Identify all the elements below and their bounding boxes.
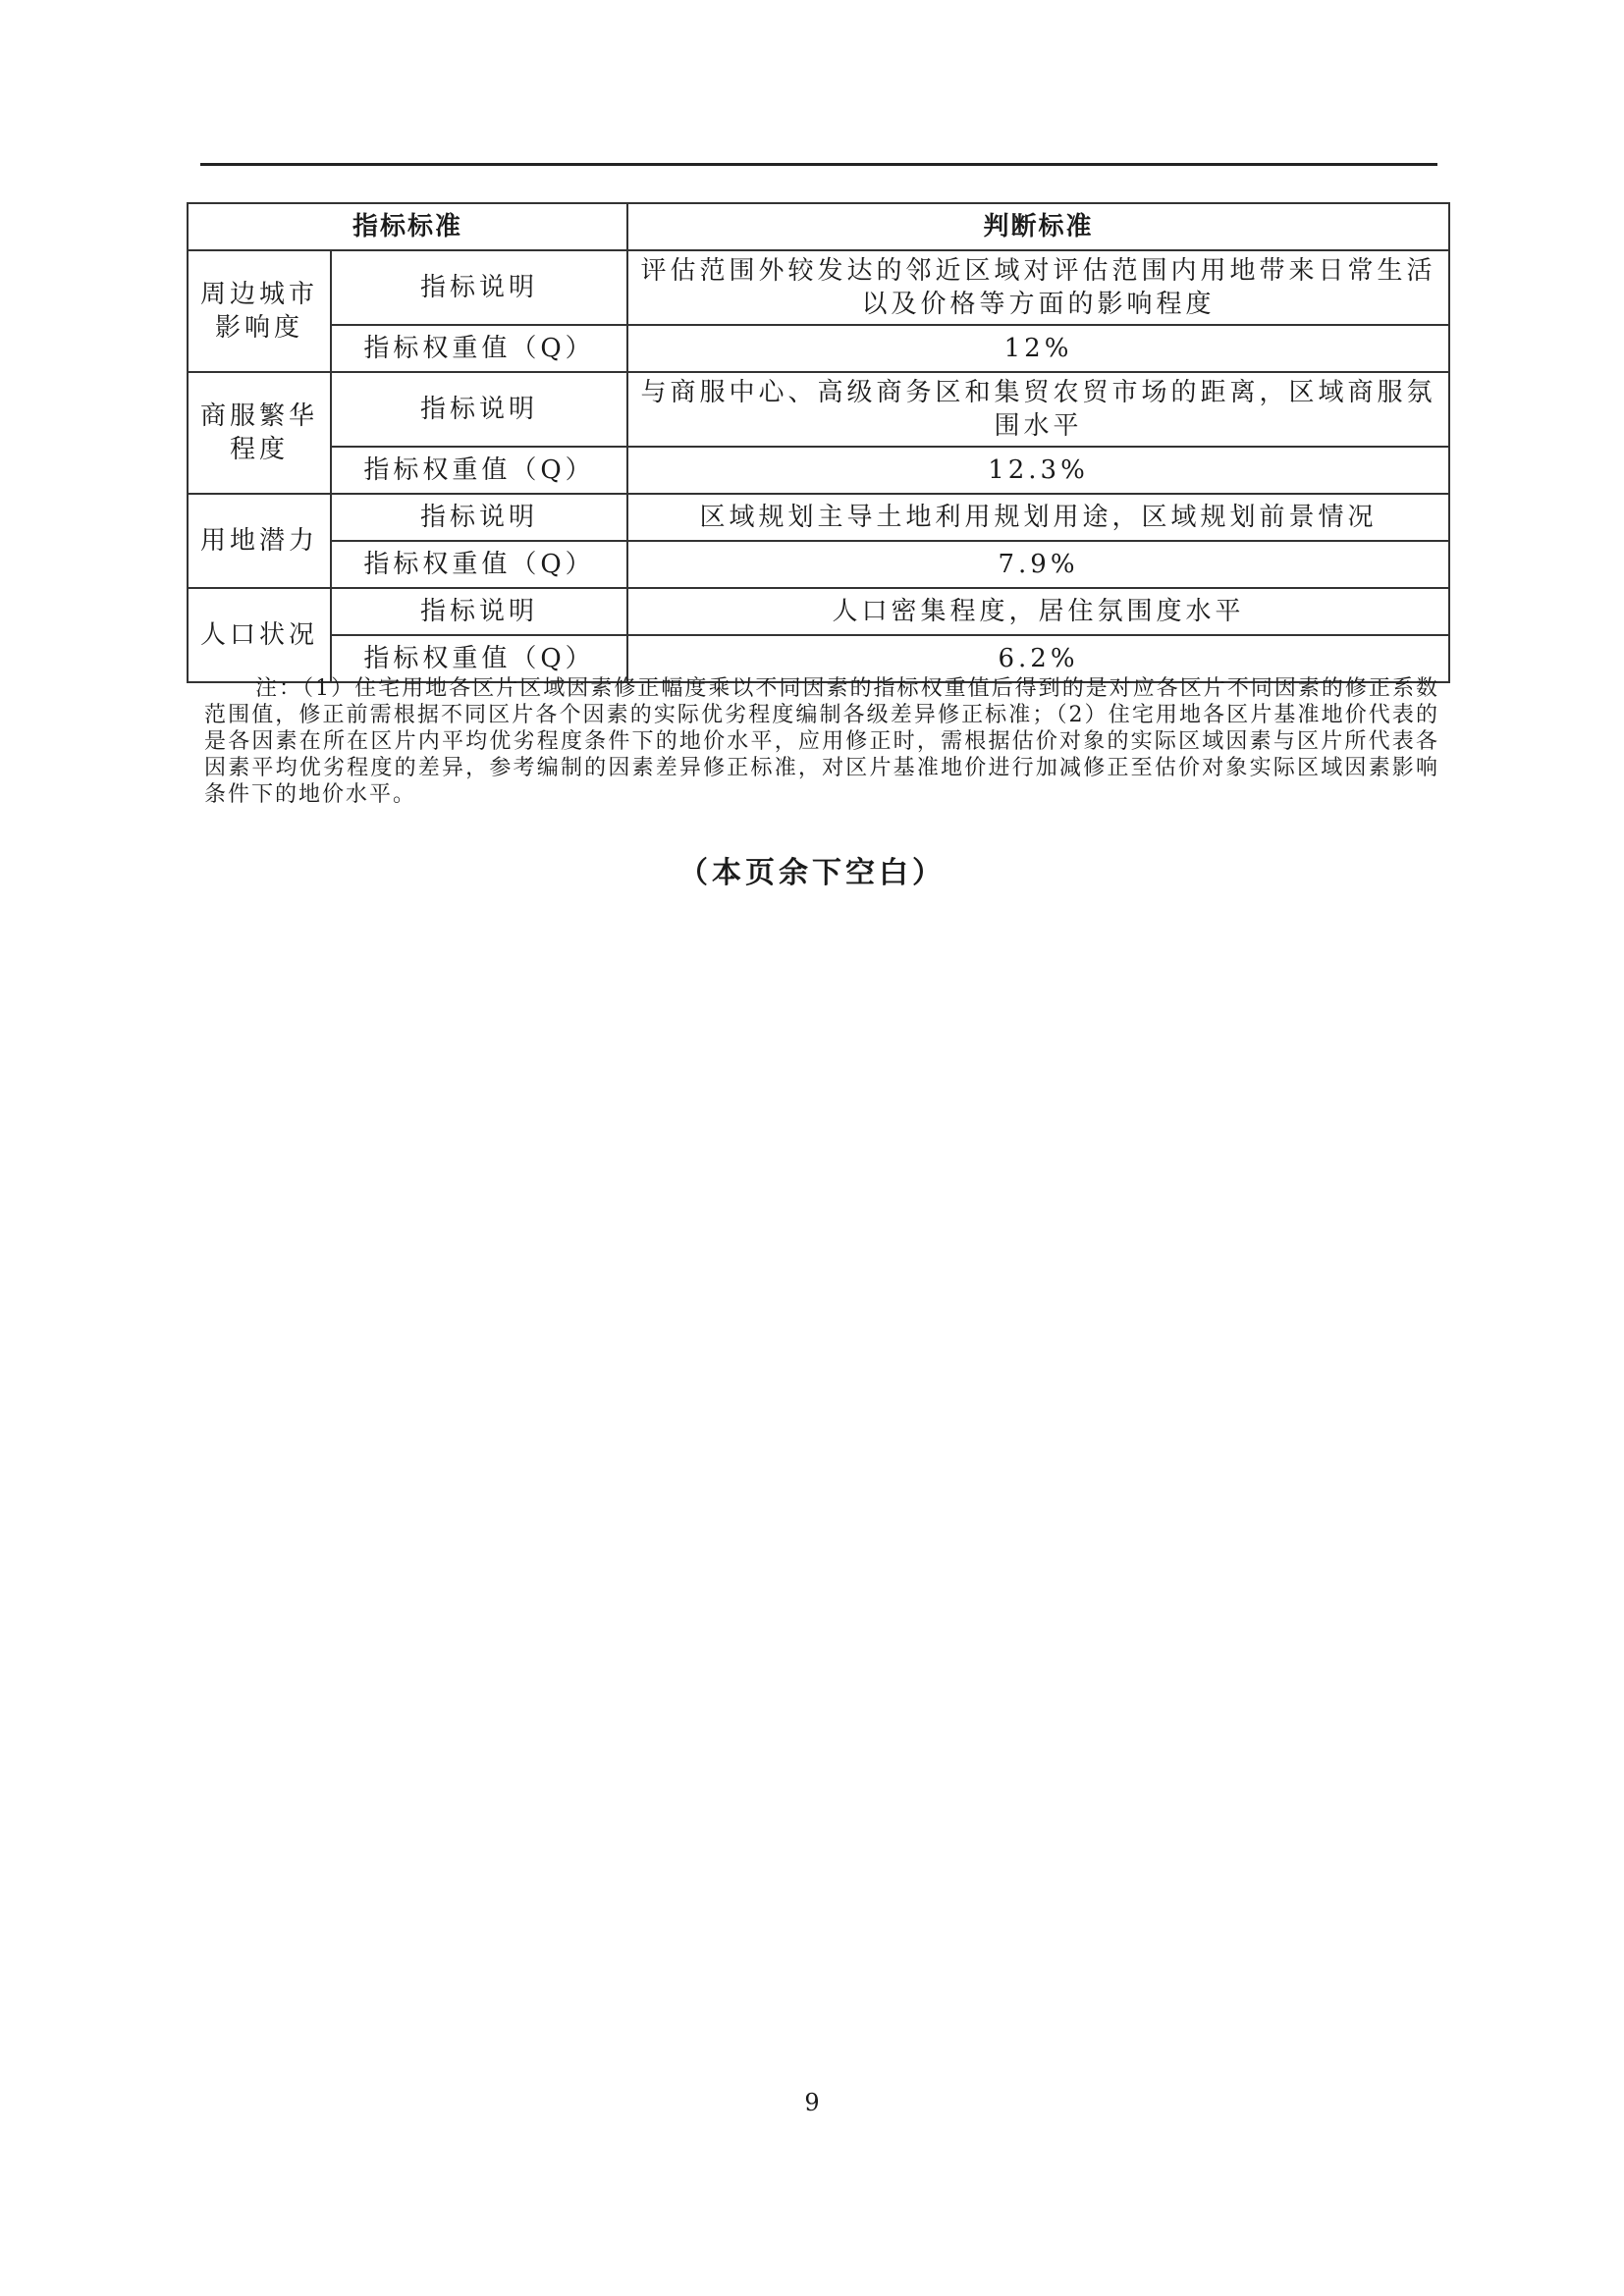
desc-cell: 人口密集程度，居住氛围度水平 <box>627 588 1449 635</box>
table-row <box>188 541 1449 588</box>
weight-cell: 7.9% <box>627 541 1449 588</box>
factor-cell: 人口状况 <box>188 588 331 682</box>
desc-cell: 区域规划主导土地利用规划用途，区域规划前景情况 <box>627 494 1449 541</box>
desc-cell: 与商服中心、高级商务区和集贸农贸市场的距离，区域商服氛围水平 <box>627 372 1449 447</box>
weight-label-cell: 指标权重值（Q） <box>331 541 627 588</box>
header-rule <box>200 163 1437 166</box>
factor-cell: 商服繁华程度 <box>188 372 331 494</box>
desc-label-cell: 指标说明 <box>331 588 627 635</box>
weight-label-cell: 指标权重值（Q） <box>331 635 627 682</box>
weight-cell: 12% <box>627 325 1449 372</box>
table-row <box>188 588 1449 635</box>
criteria-table <box>187 202 1450 683</box>
table-row <box>188 250 1449 325</box>
table-header-row <box>188 203 1449 250</box>
desc-label-cell: 指标说明 <box>331 372 627 447</box>
table-row <box>188 494 1449 541</box>
desc-cell: 评估范围外较发达的邻近区域对评估范围内用地带来日常生活以及价格等方面的影响程度 <box>627 250 1449 325</box>
header-judgment: 判断标准 <box>627 203 1449 250</box>
blank-page-notice: （本页余下空白） <box>678 856 946 890</box>
table-row <box>188 325 1449 372</box>
factor-cell: 用地潜力 <box>188 494 331 588</box>
header-criteria: 指标标准 <box>188 203 627 250</box>
weight-label-cell: 指标权重值（Q） <box>331 447 627 494</box>
desc-label-cell: 指标说明 <box>331 250 627 325</box>
desc-label-cell: 指标说明 <box>331 494 627 541</box>
table-note: 注：（1）住宅用地各区片区域因素修正幅度乘以不同因素的指标权重值后得到的是对应各区片不同因素的修正系数范围值，修正前需根据不同区片各个因素的实际优劣程度编制各级差异修正标准；（2）住宅用地各区片基准地价代表的是各因素在所在区片内平均优劣程度条件下的地价水平，应用修正时，需根据估价对象的实际区域因素与区片所代表各因素平均优劣程度的差异，参考编制的因素差异修正标准，对区片基准地价进行加减修正至估价对象实际区域因素影响条件下的地价水平。 <box>204 676 1439 807</box>
weight-cell: 12.3% <box>627 447 1449 494</box>
table-row <box>188 447 1449 494</box>
factor-cell: 周边城市影响度 <box>188 250 331 372</box>
page-number: 9 <box>804 2089 820 2116</box>
weight-label-cell: 指标权重值（Q） <box>331 325 627 372</box>
table-row <box>188 372 1449 447</box>
weight-cell: 6.2% <box>627 635 1449 682</box>
